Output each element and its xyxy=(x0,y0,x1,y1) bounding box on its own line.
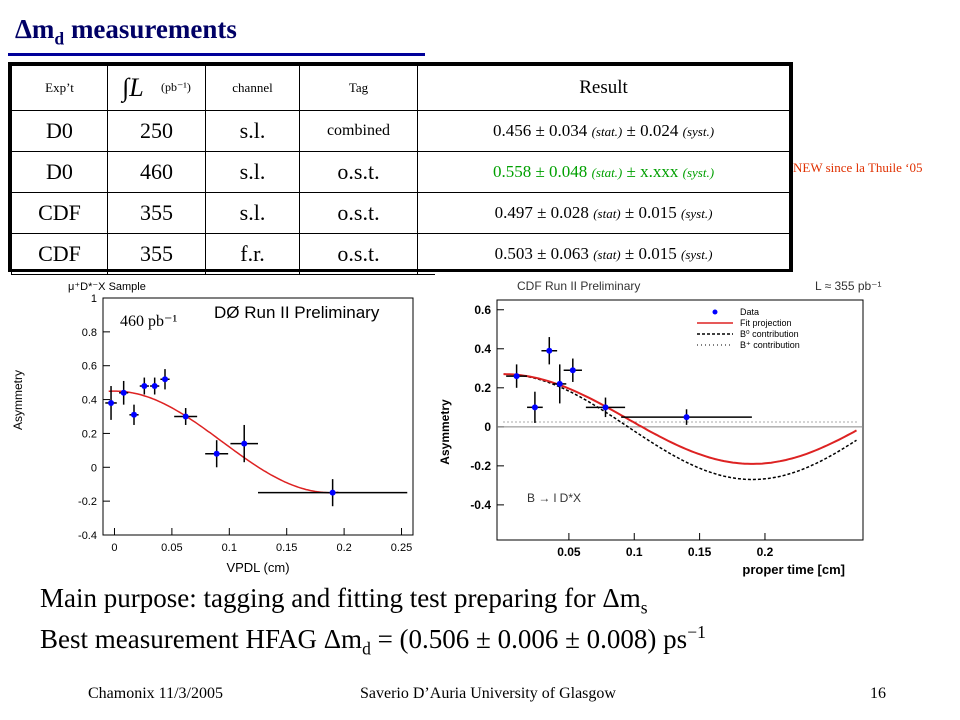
cdf-plot-title: CDF Run II Preliminary xyxy=(517,279,641,293)
d0-data-point xyxy=(183,414,189,420)
results-table xyxy=(8,62,793,272)
main-purpose-text: Main purpose: tagging and fitting test preparing for $\Delta m_s$ xyxy=(40,583,648,618)
d0-data-point xyxy=(162,376,168,382)
cdf-y-axis-label: Asymmetry xyxy=(438,399,452,465)
d0-y-axis-label: Asymmetry xyxy=(11,370,25,430)
d0-y-tick-label: 0.2 xyxy=(81,428,97,441)
d0-x-tick-label: 0 xyxy=(111,542,118,554)
header-lumi: ∫L (pb⁻¹) xyxy=(108,66,206,111)
cdf-data-point xyxy=(684,414,690,420)
cdf-data-point xyxy=(602,404,608,410)
d0-x-axis-label: VPDL (cm) xyxy=(226,560,290,575)
d0-y-tick-label: -0.4 xyxy=(78,530,97,542)
cell-lumi: 460 xyxy=(108,152,206,193)
cdf-y-tick-label: -0.2 xyxy=(470,458,491,473)
integral-icon: ∫L xyxy=(122,73,144,102)
d0-y-tick-label: 0.6 xyxy=(81,360,97,373)
cdf-x-tick-label: 0.2 xyxy=(756,545,774,559)
best-measurement-text: Best measurement HFAG $\Delta m_d = (0.506 \pm 0.006 \pm 0.008)$ $ps^{-1}$ xyxy=(40,622,706,659)
d0-x-tick-label: 0.15 xyxy=(275,542,298,554)
header-channel: channel xyxy=(206,66,300,111)
header-tag: Tag xyxy=(300,66,418,111)
d0-y-tick-label: 1 xyxy=(90,293,97,305)
cdf-decay-label: B → l D*X xyxy=(527,491,582,505)
d0-data-point xyxy=(108,400,114,406)
d0-x-tick-label: 0.2 xyxy=(336,542,352,554)
d0-data-point xyxy=(131,412,137,418)
cell-result: 0.456 ± 0.034 (stat.) ± 0.024 (syst.) xyxy=(418,111,790,152)
cell-result: 0.503 ± 0.063 (stat) ± 0.015 (syst.) xyxy=(418,234,790,275)
cdf-data-point xyxy=(570,367,576,373)
cell-lumi: 250 xyxy=(108,111,206,152)
cdf-data-marks xyxy=(504,337,857,479)
cdf-legend-label: Fit projection xyxy=(740,318,792,328)
table-header-row xyxy=(12,66,790,111)
d0-data-point xyxy=(121,390,127,396)
cdf-data-point xyxy=(514,373,520,379)
d0-x-tick-label: 0.1 xyxy=(221,542,237,554)
cell-lumi: 355 xyxy=(108,234,206,275)
d0-x-tick-label: 0.25 xyxy=(390,542,413,554)
new-since-note: NEW since la Thuile ‘05 xyxy=(793,160,923,175)
cell-tag: combined xyxy=(300,111,418,152)
cdf-y-tick-label: 0.2 xyxy=(474,380,491,395)
cdf-data-point xyxy=(557,381,563,387)
cell-channel: s.l. xyxy=(206,152,300,193)
cdf-legend-label: B⁰ contribution xyxy=(740,329,799,339)
d0-asymmetry-plot xyxy=(8,280,428,580)
cdf-asymmetry-plot xyxy=(435,272,895,582)
cell-exp: CDF xyxy=(12,193,108,234)
d0-y-tick-label: 0.8 xyxy=(81,326,97,339)
cdf-y-tick-label: 0.6 xyxy=(474,302,491,317)
cdf-x-tick-label: 0.15 xyxy=(687,545,712,559)
d0-y-tick-label: 0 xyxy=(90,462,97,475)
cdf-fit-curve xyxy=(504,374,857,464)
d0-data-point xyxy=(241,441,247,447)
cdf-x-tick-label: 0.05 xyxy=(557,545,581,559)
cdf-legend-marker xyxy=(713,310,718,315)
cell-result: 0.497 ± 0.028 (stat) ± 0.015 (syst.) xyxy=(418,193,790,234)
footer-location-date: Chamonix 11/3/2005 xyxy=(88,685,223,702)
header-result: Result xyxy=(418,66,790,111)
d0-data-point xyxy=(141,383,147,389)
d0-fit-curve xyxy=(109,391,339,493)
cdf-lumi-label: L ≈ 355 pb⁻¹ xyxy=(815,279,882,293)
d0-sample-label: μ⁺D*⁻X Sample xyxy=(68,281,146,293)
footer-author: Saverio D’Auria University of Glasgow xyxy=(360,685,616,702)
page-title: $\Delta m_d$ measurements xyxy=(15,14,237,49)
table-row xyxy=(12,152,790,193)
d0-axes xyxy=(78,293,413,554)
d0-plot-frame xyxy=(103,298,413,535)
d0-lumi-label: 460 pb⁻¹ xyxy=(120,313,178,330)
cdf-y-tick-label: -0.4 xyxy=(470,497,491,512)
cdf-legend xyxy=(697,307,800,350)
cell-result: 0.558 ± 0.048 (stat.) ± x.xxx (syst.) xyxy=(418,152,790,193)
d0-y-tick-label: -0.2 xyxy=(78,496,97,509)
d0-data-point xyxy=(330,490,336,496)
d0-data-point xyxy=(214,451,220,457)
cdf-axes xyxy=(470,300,863,559)
cell-lumi: 355 xyxy=(108,193,206,234)
cell-tag: o.s.t. xyxy=(300,234,418,275)
cell-tag: o.s.t. xyxy=(300,193,418,234)
header-exp: Exp’t xyxy=(12,66,108,111)
cdf-y-tick-label: 0.4 xyxy=(474,341,491,356)
cdf-x-axis-label: proper time [cm] xyxy=(742,562,845,577)
cell-channel: s.l. xyxy=(206,193,300,234)
title-underline xyxy=(8,53,425,56)
cell-channel: f.r. xyxy=(206,234,300,275)
table-row xyxy=(12,193,790,234)
cdf-legend-label: Data xyxy=(740,307,760,317)
d0-data-point xyxy=(152,383,158,389)
cdf-x-tick-label: 0.1 xyxy=(625,545,643,559)
cdf-data-point xyxy=(532,404,538,410)
table-row xyxy=(12,111,790,152)
cell-exp: CDF xyxy=(12,234,108,275)
d0-y-tick-label: 0.4 xyxy=(81,394,97,407)
page-number: 16 xyxy=(870,685,886,702)
cdf-legend-label: B⁺ contribution xyxy=(740,340,800,350)
cell-exp: D0 xyxy=(12,152,108,193)
cell-channel: s.l. xyxy=(206,111,300,152)
cell-exp: D0 xyxy=(12,111,108,152)
d0-data-marks xyxy=(105,369,407,506)
cell-tag: o.s.t. xyxy=(300,152,418,193)
d0-plot-title: DØ Run II Preliminary xyxy=(214,303,380,322)
cdf-data-point xyxy=(546,348,552,354)
cdf-y-tick-label: 0 xyxy=(484,419,491,434)
table-row xyxy=(12,234,790,275)
d0-x-tick-label: 0.05 xyxy=(161,542,183,554)
